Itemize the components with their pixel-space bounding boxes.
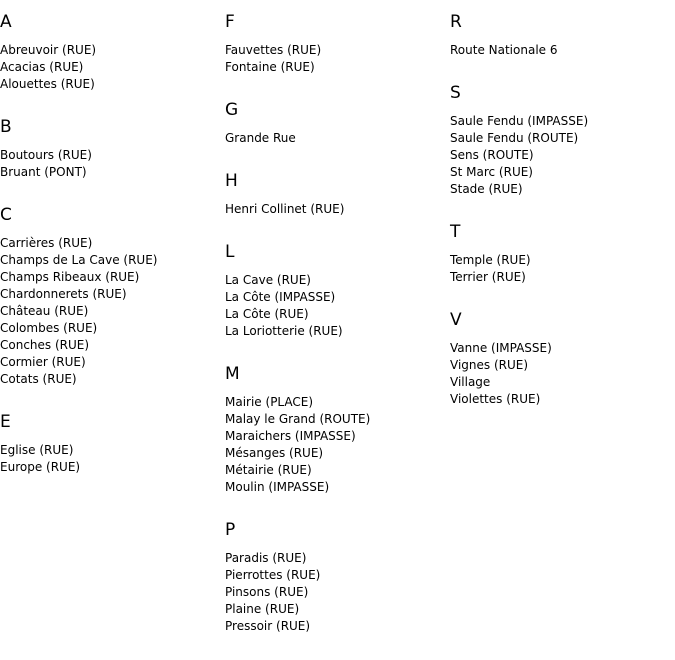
street-item: Champs de La Cave (RUE) — [0, 253, 158, 267]
street-item: La Côte (IMPASSE) — [225, 290, 336, 304]
street-item: Château (RUE) — [0, 304, 89, 318]
letter-heading: A — [0, 12, 12, 32]
street-item: Cotats (RUE) — [0, 372, 77, 386]
street-item: Saule Fendu (IMPASSE) — [450, 114, 589, 128]
street-item: Fontaine (RUE) — [225, 60, 315, 74]
letter-section — [0, 203, 220, 388]
letter-section — [225, 518, 445, 635]
street-item: Pinsons (RUE) — [225, 585, 309, 599]
street-item: Malay le Grand (ROUTE) — [225, 412, 371, 426]
letter-heading: E — [0, 412, 11, 432]
street-item: Vignes (RUE) — [450, 358, 529, 372]
letter-section — [225, 362, 445, 496]
street-item: Henri Collinet (RUE) — [225, 202, 345, 216]
street-list — [225, 42, 445, 76]
street-item: Sens (ROUTE) — [450, 148, 534, 162]
index-column — [0, 10, 220, 498]
letter-section — [450, 308, 670, 408]
street-item: Violettes (RUE) — [450, 392, 541, 406]
street-item: Plaine (RUE) — [225, 602, 300, 616]
street-item: Cormier (RUE) — [0, 355, 86, 369]
street-item: Europe (RUE) — [0, 460, 81, 474]
street-item: Métairie (RUE) — [225, 463, 312, 477]
letter-section — [225, 169, 445, 218]
letter-heading: G — [225, 100, 239, 120]
street-item: Maraichers (IMPASSE) — [225, 429, 356, 443]
street-list — [225, 550, 445, 635]
letter-section — [450, 10, 670, 59]
street-item: Moulin (IMPASSE) — [225, 480, 330, 494]
letter-section — [0, 410, 220, 476]
letter-section — [225, 98, 445, 147]
street-item: Village — [450, 375, 491, 389]
street-item: Pierrottes (RUE) — [225, 568, 321, 582]
street-item: Stade (RUE) — [450, 182, 523, 196]
street-list — [450, 113, 670, 198]
street-item: Grande Rue — [225, 131, 296, 145]
letter-section — [450, 220, 670, 286]
letter-section — [0, 10, 220, 93]
street-item: Temple (RUE) — [450, 253, 531, 267]
street-item: Colombes (RUE) — [0, 321, 98, 335]
street-list — [0, 42, 220, 93]
street-list — [450, 252, 670, 286]
letter-heading: C — [0, 205, 12, 225]
street-item: Mésanges (RUE) — [225, 446, 324, 460]
letter-section — [0, 115, 220, 181]
letter-section — [450, 81, 670, 198]
street-item: Saule Fendu (ROUTE) — [450, 131, 579, 145]
street-item: Vanne (IMPASSE) — [450, 341, 552, 355]
street-list — [0, 147, 220, 181]
street-item: La Cave (RUE) — [225, 273, 311, 287]
letter-heading: F — [225, 12, 235, 32]
street-item: Bruant (PONT) — [0, 165, 87, 179]
street-item: Fauvettes (RUE) — [225, 43, 322, 57]
street-item: Alouettes (RUE) — [0, 77, 95, 91]
street-list — [225, 130, 445, 147]
letter-heading: H — [225, 171, 238, 191]
letter-heading: V — [450, 310, 462, 330]
street-item: Conches (RUE) — [0, 338, 90, 352]
letter-section — [225, 240, 445, 340]
street-item: Pressoir (RUE) — [225, 619, 311, 633]
street-item: Route Nationale 6 — [450, 43, 558, 57]
street-item: Mairie (PLACE) — [225, 395, 314, 409]
street-item: Abreuvoir (RUE) — [0, 43, 97, 57]
street-item: Eglise (RUE) — [0, 443, 74, 457]
letter-heading: S — [450, 83, 461, 103]
letter-heading: R — [450, 12, 462, 32]
letter-section — [225, 10, 445, 76]
letter-heading: L — [225, 242, 235, 262]
letter-heading: B — [0, 117, 12, 137]
street-item: Acacias (RUE) — [0, 60, 84, 74]
letter-heading: M — [225, 364, 240, 384]
street-list — [0, 442, 220, 476]
street-item: Champs Ribeaux (RUE) — [0, 270, 140, 284]
index-column — [225, 10, 445, 657]
street-list — [225, 272, 445, 340]
letter-heading: T — [450, 222, 461, 242]
street-item: Carrières (RUE) — [0, 236, 93, 250]
street-item: Paradis (RUE) — [225, 551, 307, 565]
letter-heading: P — [225, 520, 236, 540]
street-item: Terrier (RUE) — [450, 270, 526, 284]
street-item: Boutours (RUE) — [0, 148, 92, 162]
street-list — [225, 201, 445, 218]
street-list — [450, 42, 670, 59]
street-item: La Loriotterie (RUE) — [225, 324, 343, 338]
street-list — [0, 235, 220, 388]
street-item: Chardonnerets (RUE) — [0, 287, 127, 301]
street-list — [225, 394, 445, 496]
street-list — [450, 340, 670, 408]
street-item: La Côte (RUE) — [225, 307, 309, 321]
street-item: St Marc (RUE) — [450, 165, 533, 179]
index-column — [450, 10, 670, 430]
